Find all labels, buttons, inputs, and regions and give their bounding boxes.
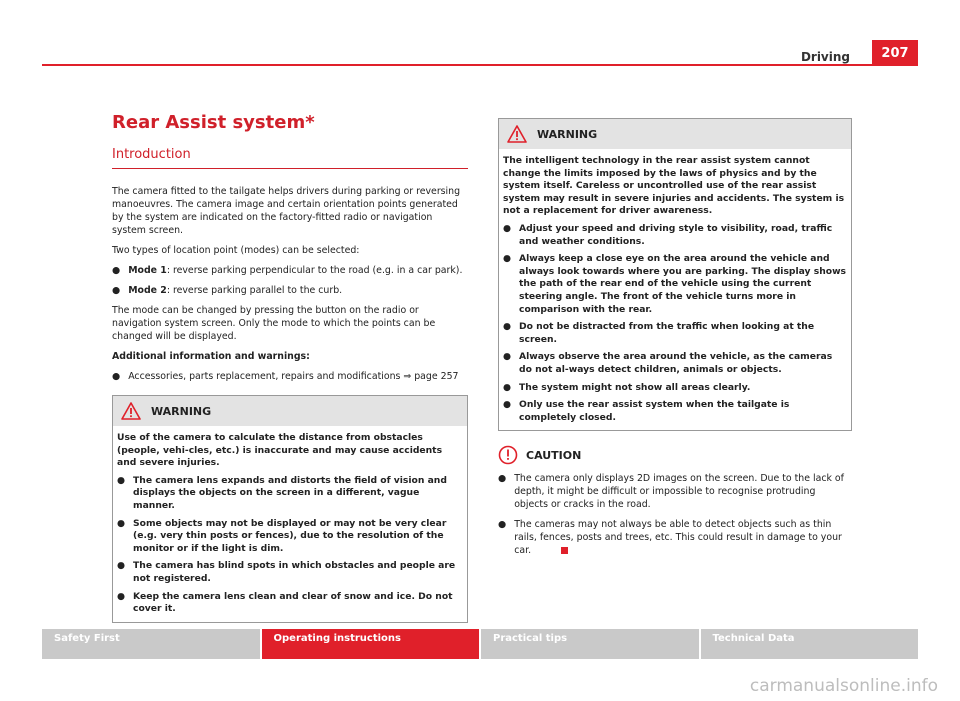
list-item	[503, 223, 847, 248]
caution-item: The camera only displays 2D images on the screen. Due to the lack of depth, it might be difficult or impossible to recognise protruding objects or cracks in the road.	[514, 473, 844, 511]
tab-safety-first[interactable]: Safety First	[42, 629, 260, 659]
footer-nav	[42, 629, 918, 659]
warning-header	[113, 396, 467, 426]
warning-item: The system might not show all areas clearly.	[519, 381, 751, 393]
caution-section	[498, 445, 852, 557]
warning-item: Keep the camera lens clean and clear of snow and ice. Do not cover it.	[133, 590, 453, 615]
list-item	[112, 284, 468, 297]
bullet-dot-icon: ●	[117, 560, 126, 572]
page-number: 207	[872, 40, 918, 66]
list-item	[503, 321, 847, 346]
warning-item: Do not be distracted from the traffic when looking at the screen.	[519, 321, 815, 345]
intro-paragraph: The camera fitted to the tailgate helps drivers during parking or reversing manoeuvres. The camera image and certain orientation points generated by the system are indicated on the factory-fitted radio or navigation system screen.	[112, 186, 461, 236]
tab-technical-data[interactable]: Technical Data	[701, 629, 919, 659]
tab-practical-tips[interactable]: Practical tips	[481, 629, 699, 659]
warning-item: Always keep a close eye on the area around the vehicle and always look towards where you are parking. The display shows the path of the rear end of the vehicle using the current steering angle. The front of the vehicle turns more in comparison with the rear.	[519, 253, 847, 315]
warning-item: The camera has blind spots in which obstacles and people are not registered.	[133, 560, 456, 584]
bullet-dot-icon: ●	[112, 285, 121, 296]
warning-item: Some objects may not be displayed or may not be very clear (e.g. very thin posts or fences), due to the resolution of the monitor or if the light is dim.	[133, 517, 447, 554]
additional-title: Additional information and warnings:	[112, 351, 310, 362]
warning-header	[499, 119, 851, 149]
bullet-dot-icon: ●	[112, 371, 121, 382]
warning-item: Adjust your speed and driving style to visibility, road, traffic and weather conditions.	[519, 222, 833, 247]
caution-circle-icon	[498, 445, 518, 465]
list-item	[117, 475, 463, 513]
modes-lead: Two types of location point (modes) can be selected:	[112, 245, 360, 256]
bullet-dot-icon: ●	[498, 519, 507, 531]
warning-title: WARNING	[537, 127, 598, 141]
tab-operating-instructions[interactable]: Operating instructions	[262, 629, 480, 659]
list-item	[503, 253, 847, 316]
bullet-dot-icon: ●	[503, 253, 512, 265]
bullet-dot-icon: ●	[503, 351, 512, 363]
section-subtitle: Introduction	[112, 147, 468, 169]
mode-change-paragraph: The mode can be changed by pressing the button on the radio or navigation system screen. Only the mode to which the points can be changed will be displayed.	[112, 305, 436, 342]
warning-lead: Use of the camera to calculate the distance from obstacles (people, vehi-cles, etc.) is inaccurate and may cause accidents and severe injuries.	[117, 432, 443, 469]
mode-label: Mode 1	[128, 265, 167, 276]
left-column	[112, 112, 468, 623]
list-item	[503, 399, 847, 424]
warning-item: Always observe the area around the vehicle, as the cameras do not al-ways detect children, animals or objects.	[519, 351, 833, 375]
header-rule	[42, 64, 918, 66]
warning-body	[499, 149, 851, 430]
list-item	[112, 264, 468, 277]
bullet-dot-icon: ●	[117, 517, 126, 529]
warning-triangle-icon	[121, 402, 141, 420]
bullet-dot-icon: ●	[503, 399, 512, 411]
right-column	[498, 118, 852, 557]
mode-text: : reverse parking perpendicular to the road (e.g. in a car park).	[166, 265, 463, 276]
list-item	[112, 370, 468, 383]
bullet-dot-icon: ●	[117, 590, 126, 602]
page-title: Rear Assist system*	[112, 112, 315, 133]
bullet-dot-icon: ●	[498, 473, 507, 485]
section-title: Driving	[800, 50, 850, 64]
caution-item: The cameras may not always be able to detect objects such as thin rails, fences, posts and trees, etc. This could result in damage to your car.	[514, 519, 842, 557]
caution-header	[498, 445, 852, 465]
mode-label: Mode 2	[128, 285, 167, 296]
warning-triangle-icon	[507, 125, 527, 143]
warning-body	[113, 426, 467, 622]
list-item	[117, 518, 463, 556]
warning-lead: The intelligent technology in the rear assist system cannot change the limits imposed by the laws of physics and by the system itself. Careless or uncontrolled use of the rear assist system may result in severe injuries and accidents. The system is not a replacement for driver awareness.	[503, 155, 845, 217]
bullet-dot-icon: ●	[503, 222, 512, 234]
list-item	[503, 382, 847, 395]
list-item	[503, 351, 847, 376]
end-square-icon	[561, 547, 568, 554]
warning-item: Only use the rear assist system when the tailgate is completely closed.	[519, 399, 790, 423]
bullet-dot-icon: ●	[112, 265, 121, 276]
warning-item: The camera lens expands and distorts the field of vision and displays the objects on the screen in a different, vague manner.	[133, 474, 447, 511]
additional-link[interactable]: Accessories, parts replacement, repairs and modifications ⇒ page 257	[128, 371, 459, 382]
list-item	[117, 560, 463, 585]
list-item	[117, 591, 463, 616]
list-item	[498, 518, 852, 557]
watermark: carmanualsonline.info	[749, 676, 938, 696]
warning-box	[498, 118, 852, 431]
bullet-dot-icon: ●	[503, 381, 512, 393]
list-item	[498, 472, 852, 511]
warning-title: WARNING	[151, 404, 212, 418]
caution-title: CAUTION	[526, 448, 582, 462]
mode-text: : reverse parking parallel to the curb.	[166, 285, 343, 296]
bullet-dot-icon: ●	[503, 321, 512, 333]
bullet-dot-icon: ●	[117, 474, 126, 486]
warning-box	[112, 395, 468, 623]
